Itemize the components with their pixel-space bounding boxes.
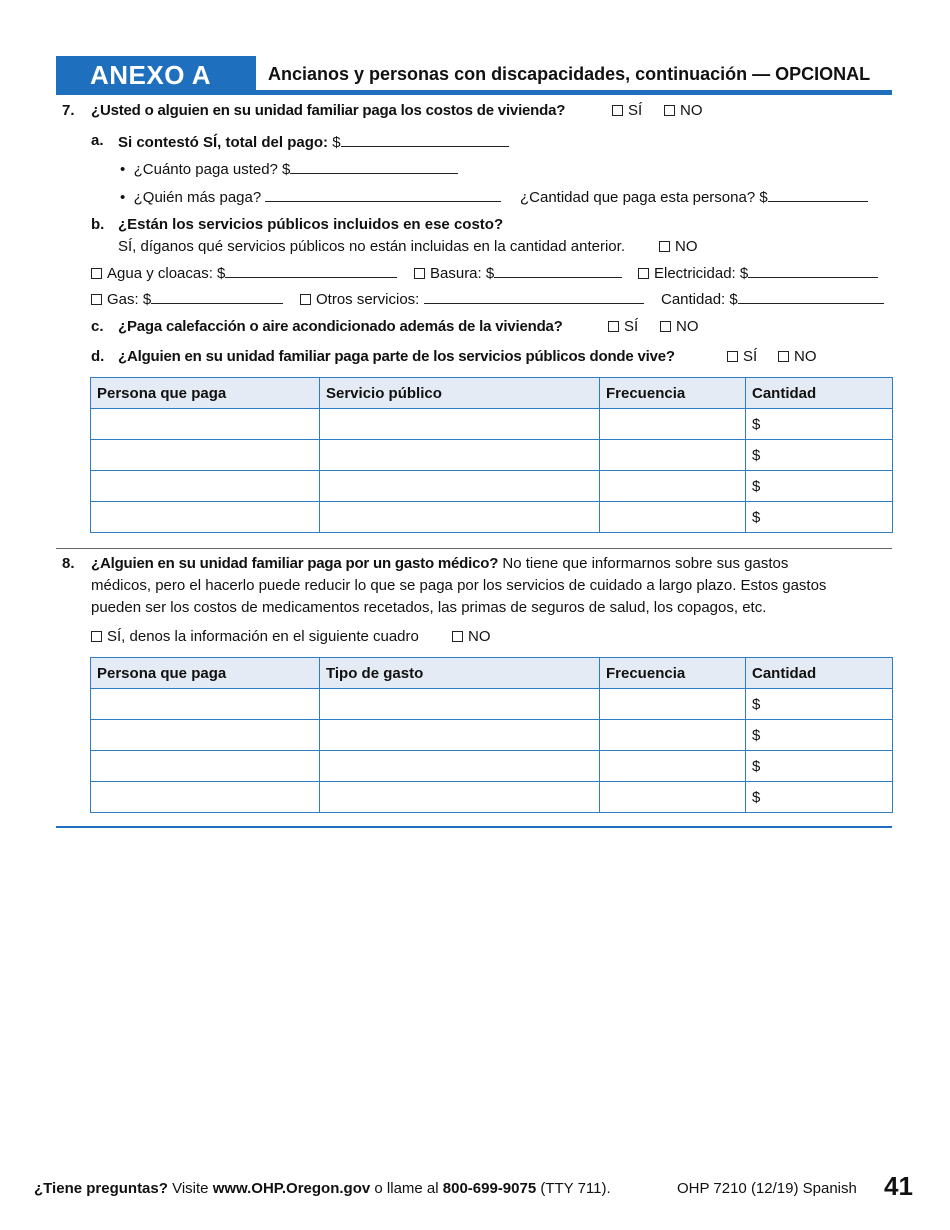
blank-line[interactable]: [494, 263, 622, 278]
yes-label: SÍ: [624, 318, 639, 335]
table-cell[interactable]: [320, 751, 600, 782]
footer-call: o llame al: [374, 1180, 439, 1197]
q7-no-label: NO: [680, 102, 703, 119]
blank-line[interactable]: [341, 132, 509, 147]
column-header: Servicio público: [320, 378, 600, 409]
checkbox[interactable]: [612, 105, 623, 116]
field-label: Basura: $: [430, 265, 495, 282]
table-cell[interactable]: $: [746, 782, 893, 813]
q8-yes-option[interactable]: [91, 628, 419, 645]
q7a-total-field[interactable]: [118, 132, 509, 151]
footer-visit: Visite: [172, 1180, 209, 1197]
blank-line[interactable]: [768, 187, 868, 202]
column-header: Cantidad: [746, 378, 893, 409]
table-cell[interactable]: [600, 471, 746, 502]
table-cell[interactable]: [600, 751, 746, 782]
table-cell[interactable]: [320, 440, 600, 471]
no-label: NO: [794, 348, 817, 365]
blank-line[interactable]: [225, 263, 397, 278]
table-cell[interactable]: [600, 440, 746, 471]
q8-paragraph-line3: pueden ser los costos de medicamentos recetados, las primas de seguros de salud, los copagos, etc.: [91, 599, 767, 616]
table-cell[interactable]: [91, 689, 320, 720]
blank-line[interactable]: [151, 289, 283, 304]
table-cell[interactable]: [320, 720, 600, 751]
footer-tty: (TTY 711).: [540, 1180, 611, 1197]
table-cell[interactable]: [91, 782, 320, 813]
column-header: Cantidad: [746, 658, 893, 689]
checkbox[interactable]: [608, 321, 619, 332]
checkbox[interactable]: [659, 241, 670, 252]
q7a-bullet-who-else[interactable]: [120, 187, 501, 206]
table-cell[interactable]: [91, 720, 320, 751]
checkbox[interactable]: [660, 321, 671, 332]
column-header: Tipo de gasto: [320, 658, 600, 689]
blank-line[interactable]: [738, 289, 884, 304]
section-end-rule: [56, 826, 892, 828]
checkbox[interactable]: [664, 105, 675, 116]
table-cell[interactable]: [600, 409, 746, 440]
table-cell[interactable]: [600, 782, 746, 813]
yes-label: SÍ, denos la información en el siguiente cuadro: [107, 628, 419, 645]
q7c-question: ¿Paga calefacción o aire acondicionado además de la vivienda?: [118, 318, 563, 335]
q8-no-option[interactable]: [452, 628, 491, 645]
table-cell[interactable]: [320, 471, 600, 502]
field-label: ¿Cantidad que paga esta persona? $: [520, 189, 768, 206]
no-label: NO: [468, 628, 491, 645]
field-label: Electricidad: $: [654, 265, 749, 282]
blank-line[interactable]: [290, 159, 458, 174]
table-cell[interactable]: [91, 409, 320, 440]
table-row: [91, 409, 893, 440]
footer-website-link[interactable]: www.OHP.Oregon.gov: [212, 1180, 371, 1197]
table-cell[interactable]: $: [746, 471, 893, 502]
table-cell[interactable]: [320, 782, 600, 813]
q7-question: ¿Usted o alguien en su unidad familiar paga los costos de vivienda?: [91, 102, 566, 119]
medical-expenses-table: [90, 657, 893, 813]
column-header: Persona que paga: [91, 658, 320, 689]
q7c-no-option[interactable]: [660, 318, 699, 335]
header-rule: [56, 90, 892, 95]
q7-number: 7.: [62, 102, 75, 119]
q7b-instruction: SÍ, díganos qué servicios públicos no están incluidas en la cantidad anterior.: [118, 238, 625, 255]
table-row: [91, 782, 893, 813]
bullet-label: ¿Quién más paga?: [133, 189, 262, 206]
column-header: Persona que paga: [91, 378, 320, 409]
table-header-row: [91, 658, 893, 689]
table-row: [91, 720, 893, 751]
bullet: •: [120, 189, 126, 206]
gas-field[interactable]: [91, 289, 283, 308]
footer-question: ¿Tiene preguntas?: [34, 1180, 168, 1197]
field-label: Gas: $: [107, 291, 152, 308]
q7d-question: ¿Alguien en su unidad familiar paga parte de los servicios públicos donde vive?: [118, 348, 675, 365]
table-cell[interactable]: $: [746, 720, 893, 751]
table-cell[interactable]: $: [746, 751, 893, 782]
q7b-letter: b.: [91, 216, 105, 233]
electricity-field[interactable]: [638, 263, 878, 282]
table-cell[interactable]: [600, 502, 746, 533]
blank-line[interactable]: [748, 263, 878, 278]
currency-sign: $: [332, 134, 341, 151]
table-cell[interactable]: [600, 720, 746, 751]
q7d-letter: d.: [91, 348, 105, 365]
page-title: Ancianos y personas con discapacidades, continuación — OPCIONAL: [268, 64, 871, 84]
table-row: [91, 471, 893, 502]
checkbox[interactable]: [91, 631, 102, 642]
q7-no-option[interactable]: [664, 102, 703, 119]
column-header: Frecuencia: [600, 658, 746, 689]
table-row: [91, 751, 893, 782]
checkbox[interactable]: [452, 631, 463, 642]
q7d-yes-option[interactable]: [727, 348, 757, 365]
no-label: NO: [675, 238, 698, 255]
header-badge: ANEXO A: [56, 56, 256, 94]
checkbox[interactable]: [727, 351, 738, 362]
checkbox[interactable]: [778, 351, 789, 362]
yes-label: SÍ: [743, 348, 758, 365]
other-services-field[interactable]: [300, 289, 644, 308]
q8-paragraph-line1: [91, 555, 788, 572]
table-cell[interactable]: [91, 471, 320, 502]
footer-contact: [34, 1180, 611, 1197]
q7d-no-option[interactable]: [778, 348, 817, 365]
field-label: Otros servicios:: [316, 291, 420, 308]
table-row: [91, 440, 893, 471]
checkbox[interactable]: [414, 268, 425, 279]
bullet: •: [120, 161, 126, 178]
table-cell[interactable]: [600, 689, 746, 720]
table-row: [91, 502, 893, 533]
field-label: Agua y cloacas: $: [107, 265, 226, 282]
bullet-label: ¿Cuánto paga usted? $: [133, 161, 291, 178]
q7b-question: ¿Están los servicios públicos incluidos en ese costo?: [118, 216, 504, 233]
checkbox[interactable]: [91, 268, 102, 279]
q7c-yes-option[interactable]: [608, 318, 638, 335]
q7b-no-option[interactable]: [659, 238, 698, 255]
checkbox[interactable]: [91, 294, 102, 305]
table-cell[interactable]: $: [746, 502, 893, 533]
water-field[interactable]: [91, 263, 397, 282]
table-cell[interactable]: [91, 502, 320, 533]
blank-line[interactable]: [265, 187, 501, 202]
table-cell[interactable]: $: [746, 409, 893, 440]
table-cell[interactable]: [320, 502, 600, 533]
page-number: 41: [884, 1171, 913, 1201]
section-divider: [56, 548, 892, 549]
q7a-bullet-you-pay[interactable]: [120, 159, 458, 178]
checkbox[interactable]: [638, 268, 649, 279]
q7-yes-label: SÍ: [628, 102, 643, 119]
q8-number: 8.: [62, 555, 75, 572]
table-header-row: [91, 378, 893, 409]
trash-field[interactable]: [414, 263, 622, 282]
checkbox[interactable]: [300, 294, 311, 305]
q7-yes-option[interactable]: [612, 102, 642, 119]
q7a-other-amount-field[interactable]: [520, 187, 868, 206]
other-amount-field[interactable]: [661, 289, 884, 308]
table-cell[interactable]: [320, 689, 600, 720]
footer-phone[interactable]: 800-699-9075: [442, 1180, 537, 1197]
table-cell[interactable]: [91, 440, 320, 471]
blank-line[interactable]: [424, 289, 644, 304]
q7c-letter: c.: [91, 318, 104, 335]
no-label: NO: [676, 318, 699, 335]
q7a-label: Si contestó SÍ, total del pago:: [118, 134, 329, 151]
table-cell[interactable]: [91, 751, 320, 782]
table-cell[interactable]: [320, 409, 600, 440]
table-row: [91, 689, 893, 720]
q7a-letter: a.: [91, 132, 104, 149]
table-cell[interactable]: $: [746, 689, 893, 720]
field-label: Cantidad: $: [661, 291, 738, 308]
table-cell[interactable]: $: [746, 440, 893, 471]
q8-paragraph-line2: médicos, pero el hacerlo puede reducir lo que se paga por los servicios de cuidado a largo plazo. Estos gastos: [91, 577, 827, 594]
column-header: Frecuencia: [600, 378, 746, 409]
q8-text: No tiene que informarnos sobre sus gastos: [502, 555, 789, 572]
form-id: OHP 7210 (12/19) Spanish: [677, 1180, 857, 1197]
utilities-table: [90, 377, 893, 533]
q8-question: ¿Alguien en su unidad familiar paga por un gasto médico?: [91, 555, 499, 572]
